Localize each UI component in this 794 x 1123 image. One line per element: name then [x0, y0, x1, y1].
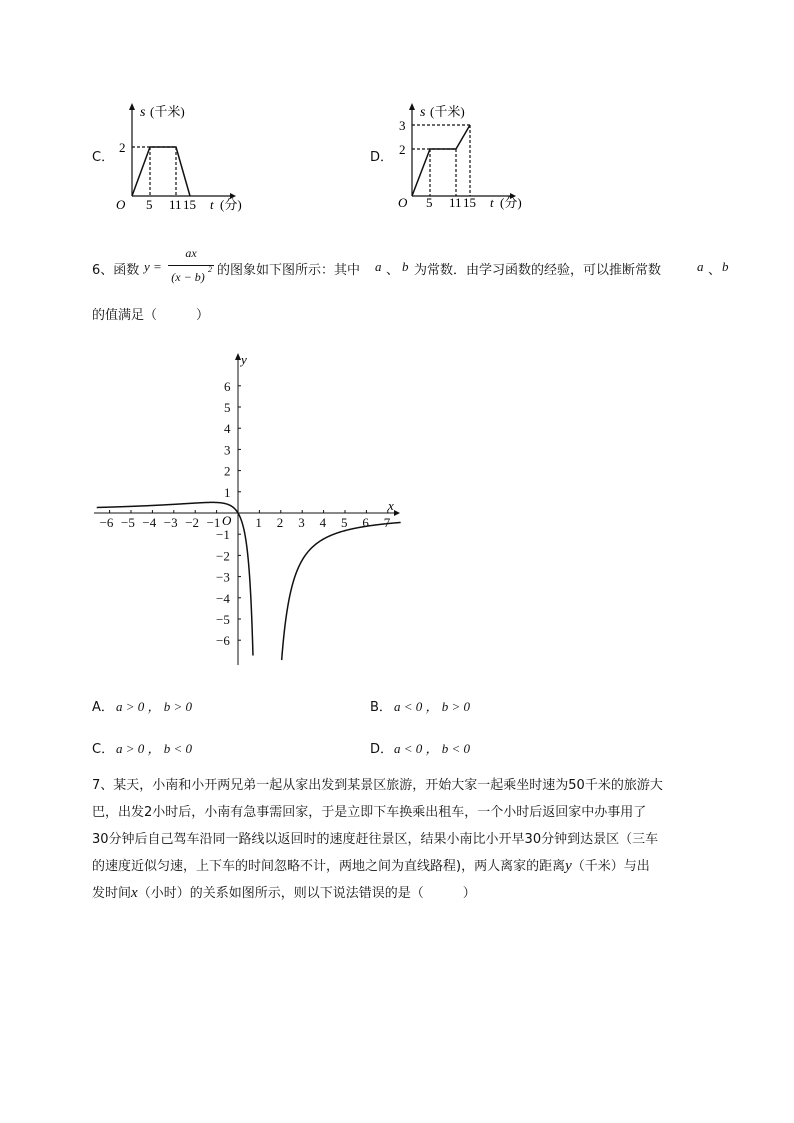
c-y-var: s	[140, 105, 146, 120]
c-x-var: t	[210, 197, 214, 212]
q6-y-tick-label: −4	[216, 590, 230, 606]
q7-line4-var: y	[565, 858, 572, 874]
q6-x-tick-label: 6	[362, 515, 369, 530]
q6-y-tick-label: −6	[216, 633, 230, 649]
q6-option-b-label: B．	[370, 700, 392, 715]
q6-x-tick-label: 4	[319, 515, 327, 530]
q6-y-tick-label: 1	[224, 484, 231, 500]
q6-x-arrow	[394, 510, 400, 516]
d-x-tick-15: 15	[463, 195, 476, 210]
q6-y-tick-label: −2	[216, 548, 230, 564]
c-origin: O	[116, 197, 126, 212]
q7-line5-end: （小时）的关系如图所示，则以下说法错误的是（ ）	[137, 886, 476, 901]
q6-text-after: 的图象如下图所示：其中	[217, 263, 361, 278]
option-d-label: D．	[370, 150, 394, 165]
d-origin: O	[398, 195, 408, 210]
q6-x-tick-label: −2	[185, 515, 200, 530]
q6-var-a: a	[375, 259, 382, 274]
option-c-graph	[110, 100, 250, 215]
q7-line2: 巴，出发2小时后，小南有急事需回家，于是立即下车换乘出租车，一个小时后返回家中办事用了	[92, 805, 647, 820]
q6-x-tick-label: −6	[99, 515, 114, 530]
q6-option-c-text: a > 0 ， b < 0	[116, 741, 193, 756]
q6-x-tick-label: −4	[142, 515, 157, 530]
q7-line4-end: （千米）与出	[571, 859, 650, 874]
q6-x-tick-label: 7	[383, 515, 391, 530]
q6-y-tick-label: 6	[224, 378, 231, 394]
q6-denominator-exp: 2	[208, 265, 212, 274]
q6-y-label: y	[241, 352, 247, 367]
q6-option-b-text: a < 0 ， b > 0	[394, 699, 471, 714]
q6-var-b-2: b	[722, 259, 729, 274]
q6-sep-2: 、	[708, 263, 722, 278]
d-x-tick-5: 5	[426, 195, 433, 210]
q7-line5-start: 发时间	[92, 886, 132, 901]
q6-x-tick-label: 1	[255, 515, 262, 530]
q6-origin: O	[222, 513, 232, 528]
q6-text-mid: 为常数．由学习函数的经验，可以推断常数	[414, 263, 662, 278]
q6-numerator: ax	[185, 246, 197, 260]
q6-option-a-text: a > 0 ， b > 0	[116, 699, 193, 714]
c-x-unit: (分)	[220, 197, 242, 212]
d-y-arrow	[409, 103, 415, 110]
d-y-unit: (千米)	[430, 104, 465, 119]
q6-y-tick-label: 2	[224, 463, 231, 479]
d-curve	[412, 125, 470, 196]
q6-option-c-label: C．	[92, 742, 115, 757]
c-y-arrow	[129, 103, 135, 110]
q6-y-tick-label: −5	[216, 612, 230, 627]
q7-line4-text: 的速度近似匀速，上下车的时间忽略不计，两地之间为直线路程)，两人离家的距离	[92, 859, 566, 874]
q6-curve-right	[282, 522, 401, 660]
c-y-tick-2: 2	[119, 140, 126, 155]
q7-line1: 7、某天，小南和小开两兄弟一起从家出发到某景区旅游，开始大家一起乘坐时速为50千米的旅游大	[92, 778, 663, 793]
q7-line5	[92, 880, 722, 907]
d-x-unit: (分)	[500, 195, 522, 210]
c-x-tick-15: 15	[183, 197, 196, 212]
q6-option-a-label: A．	[92, 700, 114, 715]
q7-line5-var: x	[131, 885, 138, 901]
option-c-label: C．	[92, 150, 115, 165]
q6-x-label: x	[388, 498, 394, 513]
d-y-tick-3: 3	[399, 118, 406, 133]
q6-x-tick-label: 2	[276, 515, 284, 530]
q6-x-tick-label: 3	[298, 515, 305, 530]
q6-sep: 、	[386, 263, 400, 278]
q6-graph	[88, 350, 408, 670]
q7-line3: 30分钟后自己驾车沿同一路线以返回时的速度赶往景区，结果小南比小开早30分钟到达景区（三车	[92, 832, 659, 847]
q6-y-tick-label: 3	[224, 442, 231, 458]
q6-denominator: (x − b)	[171, 270, 205, 284]
q6-prefix: 6、函数	[92, 263, 140, 278]
d-y-var: s	[420, 105, 426, 120]
d-x-tick-11: 11	[449, 195, 462, 210]
option-d-graph	[390, 100, 530, 215]
q6-line2: 的值满足（ ）	[92, 308, 210, 323]
q6-var-b: b	[402, 259, 409, 274]
c-curve	[132, 147, 190, 196]
c-x-tick-11: 11	[169, 197, 182, 212]
q6-y-tick-label: 4	[224, 421, 231, 437]
q6-y-tick-label: −1	[216, 527, 230, 543]
c-y-unit: (千米)	[150, 104, 185, 119]
q7-line4	[92, 853, 722, 880]
q6-y-tick-label: −3	[216, 569, 230, 585]
q6-y-tick-label: 5	[224, 400, 231, 415]
q6-y-eq: y =	[144, 259, 162, 274]
q6-option-d-text: a < 0 ， b < 0	[394, 741, 471, 756]
q6-var-a-2: a	[697, 259, 704, 274]
q6-x-tick-label: −1	[206, 515, 221, 530]
d-y-tick-2: 2	[399, 142, 406, 157]
d-x-var: t	[490, 195, 494, 210]
q6-x-tick-label: −3	[163, 515, 178, 530]
c-x-tick-5: 5	[146, 197, 153, 212]
q6-option-d-label: D．	[370, 742, 394, 757]
q6-x-tick-label: −5	[121, 515, 135, 530]
q6-x-tick-label: 5	[341, 515, 348, 530]
